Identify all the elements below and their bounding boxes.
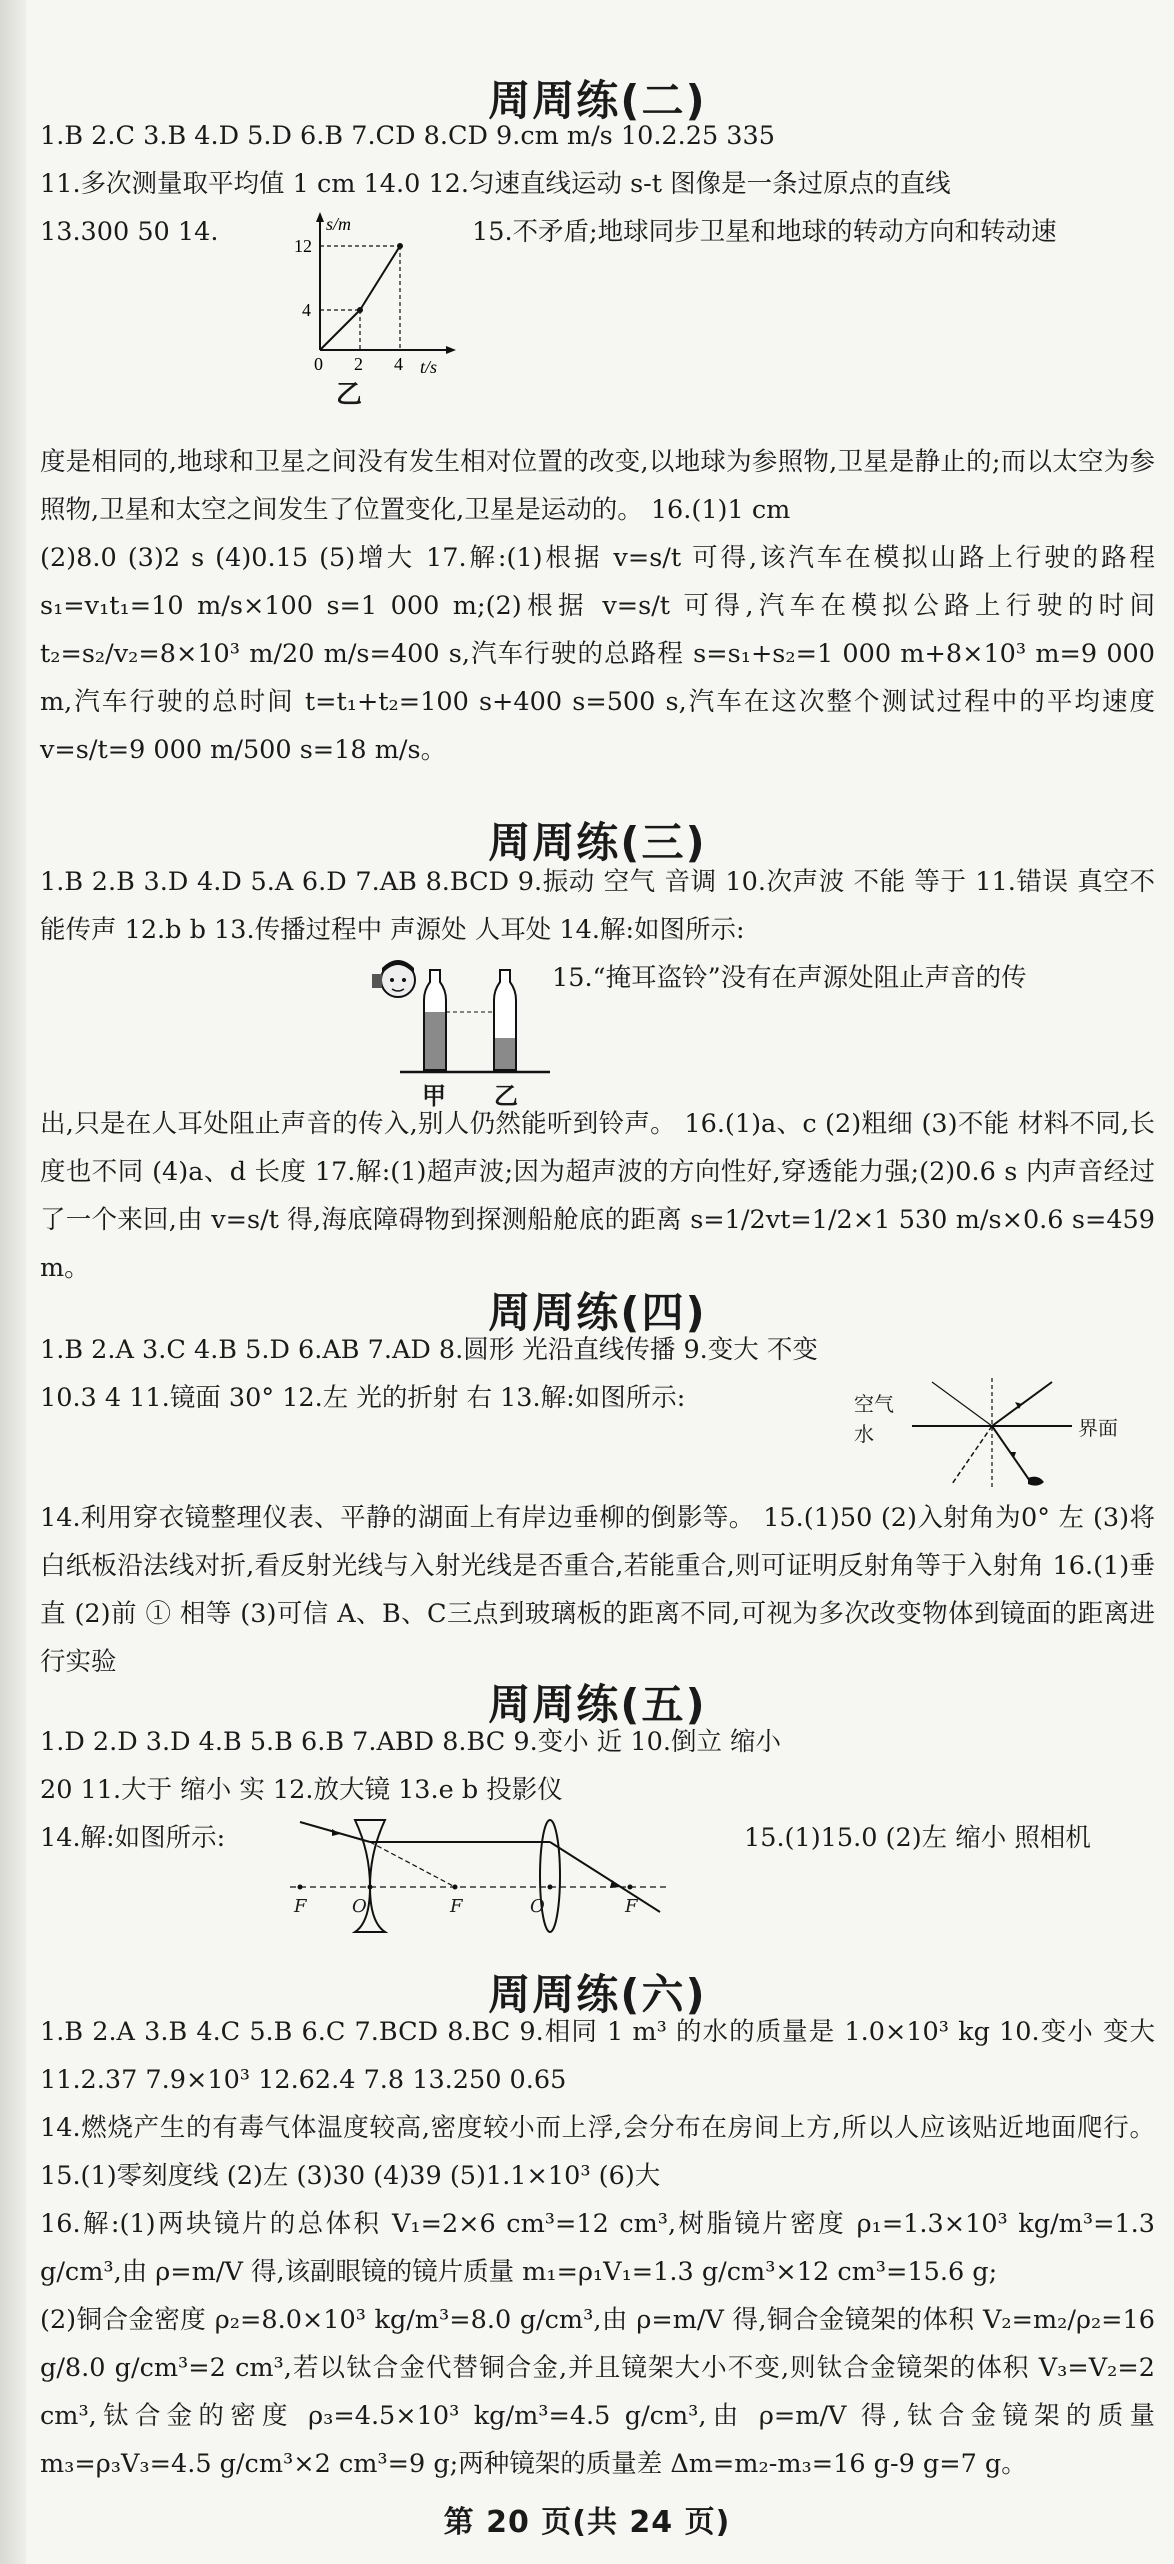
- person-head-icon: [372, 960, 415, 997]
- reflection-figure: [854, 1374, 1142, 1494]
- axis-label-y: s/m: [326, 214, 352, 234]
- tick-x-4: 4: [394, 354, 403, 374]
- answer-content: [40, 68, 1155, 2522]
- label-interface: 界面: [1078, 1416, 1118, 1440]
- lens-label-f3: F: [625, 1896, 638, 1917]
- answer-paragraph: 1.B 2.A 3.B 4.C 5.B 6.C 7.BCD 8.BC 9.相同 1 m³ 的水的质量是 1.0×10³ kg 10.变小 变大 11.2.37 7.9×10³ 12.62.4 7.8 13.250 0.65: [40, 2017, 1155, 2095]
- answer-paragraph: 16.解:(1)两块镜片的总体积 V₁=2×6 cm³=12 cm³,树脂镜片密度 ρ₁=1.3×10³ kg/m³=1.3 g/cm³,由 ρ=m/V 得,该副眼镜的镜片质量 m₁=ρ₁V₁=1.3 g/cm³×12 cm³=15.6 g;: [40, 2209, 1155, 2287]
- answer-line: 14.解:如图所示:: [40, 1823, 226, 1853]
- answer-line: 13.300 50 14.: [40, 217, 219, 247]
- tick-x-2: 2: [354, 354, 363, 374]
- answer-line: 15.不矛盾;地球同步卫星和地球的转动方向和转动速: [472, 217, 1057, 247]
- answer-paragraph: 14.利用穿衣镜整理仪表、平静的湖面上有岸边垂柳的倒影等。 15.(1)50 (2)入射角为0° 左 (3)将白纸板沿法线对折,看反射光线与入射光线是否重合,若能重合,则可证明反射角等于入射角 16.(1)垂直 (2)前 ① 相等 (3)可信 A、B、C三点到玻璃板的距离不同,可视为多次改变物体到镜面的距离进行实验: [40, 1503, 1155, 1677]
- section-title: 周周练(二): [488, 76, 707, 125]
- s-t-graph: [290, 208, 465, 410]
- label-air: 空气: [854, 1392, 894, 1416]
- eye-icon: [1028, 1477, 1044, 1486]
- section-6: [40, 1962, 1155, 2522]
- section-3: [40, 810, 1155, 1283]
- answer-paragraph: 14.燃烧产生的有毒气体温度较高,密度较小而上浮,会分布在房间上方,所以人应该贴近地面爬行。 15.(1)零刻度线 (2)左 (3)30 (4)39 (5)1.1×10³ (6)大: [40, 2113, 1155, 2191]
- lens-label-f2: F: [450, 1896, 463, 1917]
- answer-line: 1.B 2.C 3.B 4.D 5.D 6.B 7.CD 8.CD 9.cm m/s 10.2.25 335: [40, 121, 775, 151]
- answer-paragraph: (2)铜合金密度 ρ₂=8.0×10³ kg/m³=8.0 g/cm³,由 ρ=m/V 得,铜合金镜架的体积 V₂=m₂/ρ₂=16 g/8.0 g/cm³=2 cm³,若以钛合金代替铜合金,并且镜架大小不变,则钛合金镜架的体积 V₃=V₂=2 cm³,钛合金的密度 ρ₃=4.5×10³ kg/m³=4.5 g/cm³,由 ρ=m/V 得,钛合金镜架的质量 m₃=ρ₃V₃=4.5 g/cm³×2 cm³=9 g;两种镜架的质量差 Δm=m₂-m₃=16 g-9 g=7 g。: [40, 2305, 1155, 2479]
- section-5: [40, 1672, 1155, 1962]
- answer-paragraph: 出,只是在人耳处阻止声音的传入,别人仍然能听到铃声。 16.(1)a、c (2)粗细 (3)不能 材料不同,长度也不同 (4)a、d 长度 17.解:(1)超声波;因为超声波的方向性好,穿透能力强;(2)0.6 s 内声音经过了一个来回,由 v=s/t 得,海底障碍物到探测船舱底的距离 s=1/2vt=1/2×1 530 m/s×0.6 s=459 m。: [40, 1109, 1155, 1283]
- page-footer: 第 20 页(共 24 页): [443, 2505, 731, 2540]
- bottles-figure: [370, 960, 570, 1110]
- graph-caption: 乙: [336, 380, 363, 410]
- bottle-caption-yi: 乙: [494, 1082, 518, 1110]
- answer-line: 15.(1)15.0 (2)左 缩小 照相机: [744, 1823, 1091, 1853]
- lens-label-o2: O: [530, 1896, 545, 1917]
- section-title: 周周练(五): [488, 1680, 707, 1729]
- section-title: 周周练(六): [488, 1970, 707, 2019]
- answer-line: 15.“掩耳盗铃”没有在声源处阻止声音的传: [552, 963, 1027, 993]
- section-title: 周周练(四): [488, 1288, 707, 1337]
- axis-label-x: t/s: [420, 357, 438, 377]
- answer-paragraph: 度是相同的,地球和卫星之间没有发生相对位置的改变,以地球为参照物,卫星是静止的;而以太空为参照物,卫星和太空之间发生了位置变化,卫星是运动的。 16.(1)1 cm: [40, 447, 1155, 525]
- answer-paragraph: (2)8.0 (3)2 s (4)0.15 (5)增大 17.解:(1)根据 v=s/t 可得,该汽车在模拟山路上行驶的路程 s₁=v₁t₁=10 m/s×100 s=1 000 m;(2)根据 v=s/t 可得,汽车在模拟公路上行驶的时间 t₂=s₂/v₂=8×10³ m/20 m/s=400 s,汽车行驶的总路程 s=s₁+s₂=1 000 m+8×10³ m=9 000 m,汽车行驶的总时间 t=t₁+t₂=100 s+400 s=500 s,汽车在这次整个测试过程中的平均速度 v=s/t=9 000 m/500 s=18 m/s。: [40, 543, 1155, 765]
- tick-x-0: 0: [314, 354, 323, 374]
- answer-line: 10.3 4 11.镜面 30° 12.左 光的折射 右 13.解:如图所示:: [40, 1383, 686, 1413]
- lens-label-o1: O: [352, 1896, 367, 1917]
- answer-paragraph: 1.B 2.B 3.D 4.D 5.A 6.D 7.AB 8.BCD 9.振动 空气 音调 10.次声波 不能 等于 11.错误 真空不能传声 12.b b 13.传播过程中 声源处 人耳处 14.解:如图所示:: [40, 867, 1155, 945]
- binding-edge: [0, 0, 26, 2564]
- tick-y-4: 4: [302, 300, 311, 320]
- bottle-caption-jia: 甲: [422, 1082, 446, 1110]
- lens-figure: [280, 1812, 680, 1942]
- lens-label-f1: F: [294, 1896, 307, 1917]
- section-title: 周周练(三): [488, 818, 707, 867]
- tick-y-12: 12: [294, 236, 312, 256]
- answer-line: 1.D 2.D 3.D 4.B 5.B 6.B 7.ABD 8.BC 9.变小 近 10.倒立 缩小: [40, 1727, 782, 1757]
- answer-line: 1.B 2.A 3.C 4.B 5.D 6.AB 7.AD 8.圆形 光沿直线传播 9.变大 不变: [40, 1335, 818, 1365]
- answer-line: 20 11.大于 缩小 实 12.放大镜 13.e b 投影仪: [40, 1775, 563, 1805]
- section-4: [40, 1280, 1155, 1677]
- label-water: 水: [854, 1422, 874, 1446]
- section-2: [40, 68, 1155, 810]
- answer-line: 11.多次测量取平均值 1 cm 14.0 12.匀速直线运动 s-t 图像是一条过原点的直线: [40, 169, 951, 199]
